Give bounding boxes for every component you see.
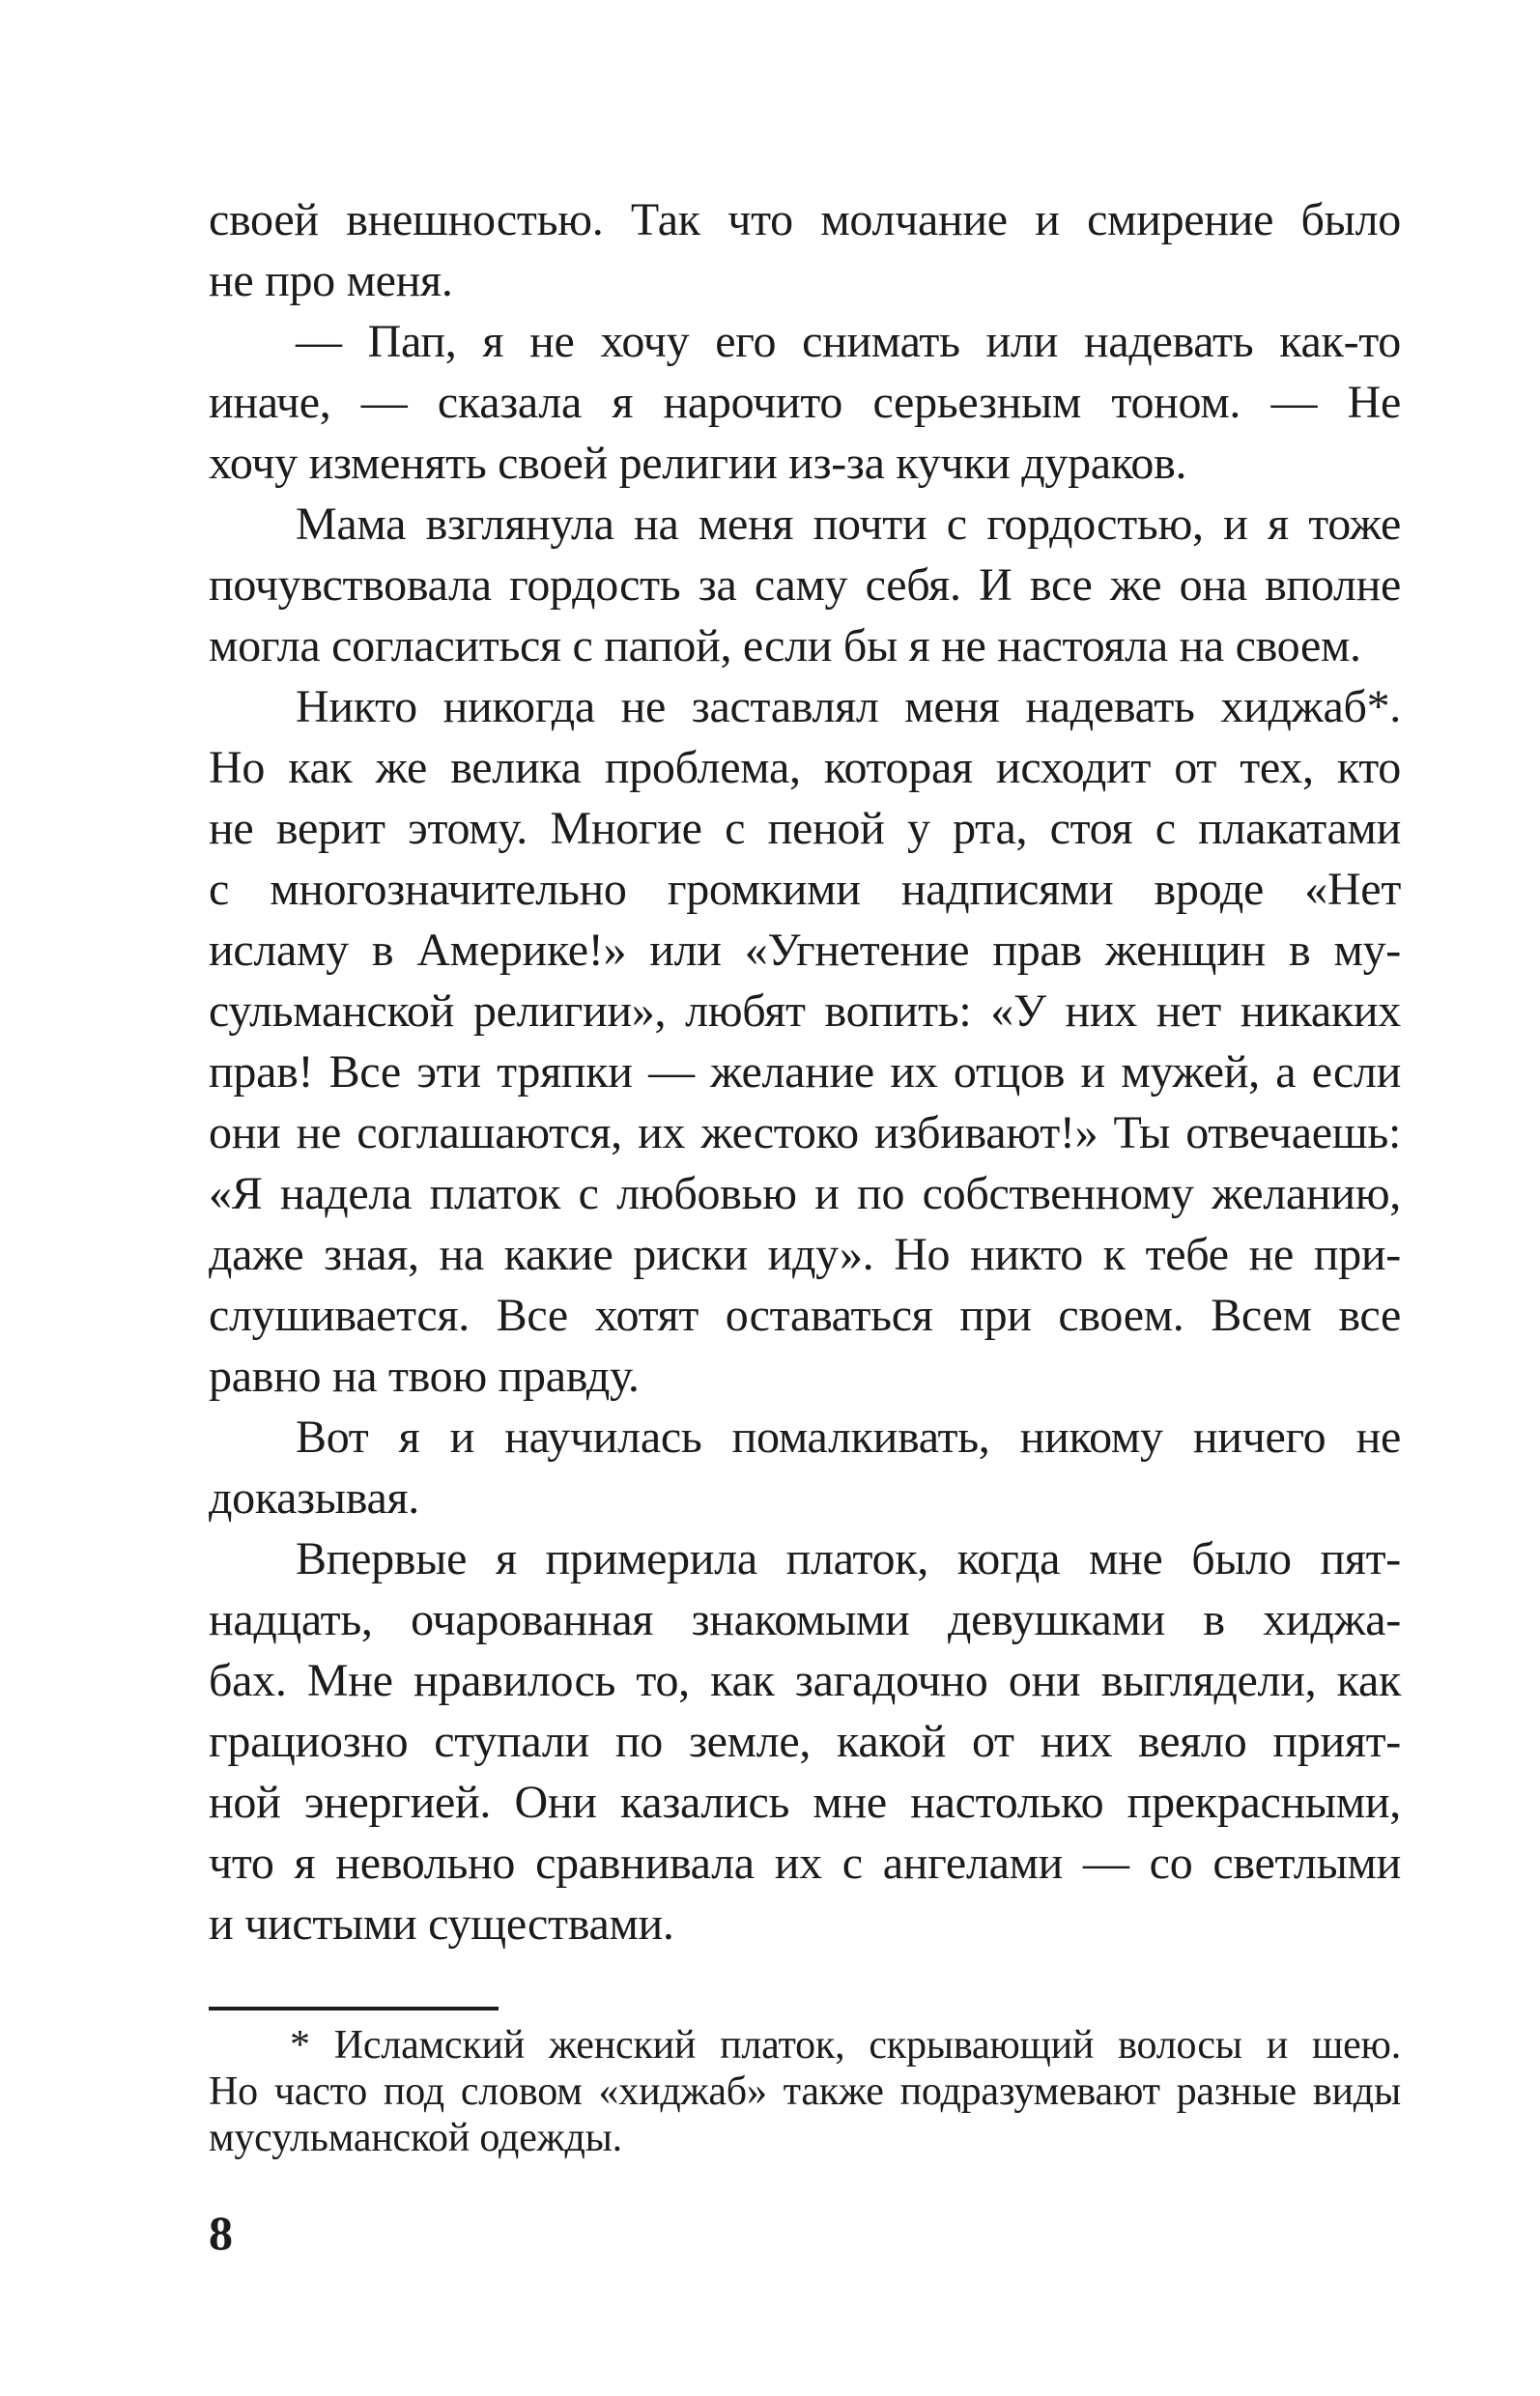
text-line: почувствовала гордость за саму себя. И все же она вполне bbox=[209, 559, 1401, 611]
page-text bbox=[209, 189, 1401, 2161]
text-line: своей внешностью. Так что молчание и смирение было bbox=[209, 194, 1401, 245]
text-line: грациозно ступали по земле, какой от них веяло прият- bbox=[209, 1716, 1401, 1767]
text-line: не про меня. bbox=[209, 255, 453, 306]
text-line: и чистыми существами. bbox=[209, 1898, 674, 1950]
text-line: Впервые я примерила платок, когда мне было пят- bbox=[296, 1533, 1401, 1584]
text-line: хочу изменять своей религии из-за кучки дураков. bbox=[209, 438, 1187, 489]
text-line: Никто никогда не заставлял меня надевать хиджаб*. bbox=[296, 681, 1401, 732]
text-line: доказывая. bbox=[209, 1472, 419, 1524]
text-line: могла согласиться с папой, если бы я не настояла на своем. bbox=[209, 620, 1361, 671]
footnote-lines bbox=[209, 2022, 1401, 2161]
text-line: сульманской религии», любят вопить: «У них нет никаких bbox=[209, 985, 1401, 1037]
paragraph bbox=[209, 1407, 1401, 1528]
text-line: иначе, — сказала я нарочито серьезным тоном. — Не bbox=[209, 377, 1401, 428]
text-line: ной энергией. Они казались мне настолько прекрасными, bbox=[209, 1777, 1401, 1828]
text-line: — Пап, я не хочу его снимать или надевать как-то bbox=[296, 316, 1401, 367]
text-line: «Я надела платок с любовью и по собственному желанию, bbox=[209, 1168, 1401, 1219]
footnote-separator-rule bbox=[209, 2007, 499, 2011]
paragraph bbox=[209, 189, 1401, 311]
text-line: бах. Мне нравилось то, как загадочно они выглядели, как bbox=[209, 1655, 1401, 1706]
paragraph bbox=[209, 494, 1401, 676]
text-line: исламу в Америке!» или «Угнетение прав женщин в му- bbox=[209, 925, 1401, 976]
text-line: Мама взглянула на меня почти с гордостью, и я тоже bbox=[296, 499, 1401, 550]
paragraphs-container bbox=[209, 189, 1401, 1954]
footnote-line: * Исламский женский платок, скрывающий волосы и шею. bbox=[290, 2023, 1401, 2068]
text-line: слушивается. Все хотят оставаться при своем. Всем все bbox=[209, 1290, 1401, 1341]
footnote-line: Но часто под словом «хиджаб» также подразумевают разные виды bbox=[209, 2069, 1401, 2114]
text-line: равно на твою правду. bbox=[209, 1351, 640, 1402]
paragraph bbox=[209, 676, 1401, 1407]
text-line: не верит этому. Многие с пеной у рта, стоя с плакатами bbox=[209, 803, 1401, 854]
footnote-line: мусульманской одежды. bbox=[209, 2116, 622, 2160]
text-line: Но как же велика проблема, которая исходит от тех, кто bbox=[209, 742, 1401, 793]
paragraph bbox=[209, 1528, 1401, 1954]
text-line: Вот я и научилась помалкивать, никому ничего не bbox=[296, 1412, 1401, 1463]
footnote bbox=[209, 2007, 1401, 2161]
page-number: 8 bbox=[209, 2206, 233, 2260]
text-line: прав! Все эти тряпки — желание их отцов и мужей, а если bbox=[209, 1046, 1401, 1098]
text-line: они не соглашаются, их жестоко избивают!» Ты отвечаешь: bbox=[209, 1107, 1401, 1158]
text-line: надцать, очарованная знакомыми девушками в хиджа- bbox=[209, 1594, 1401, 1645]
text-line: что я невольно сравнивала их с ангелами — со светлыми bbox=[209, 1838, 1401, 1889]
text-line: с многозначительно громкими надписями вроде «Нет bbox=[209, 864, 1401, 915]
text-line: даже зная, на какие риски иду». Но никто к тебе не при- bbox=[209, 1229, 1401, 1280]
paragraph bbox=[209, 311, 1401, 494]
